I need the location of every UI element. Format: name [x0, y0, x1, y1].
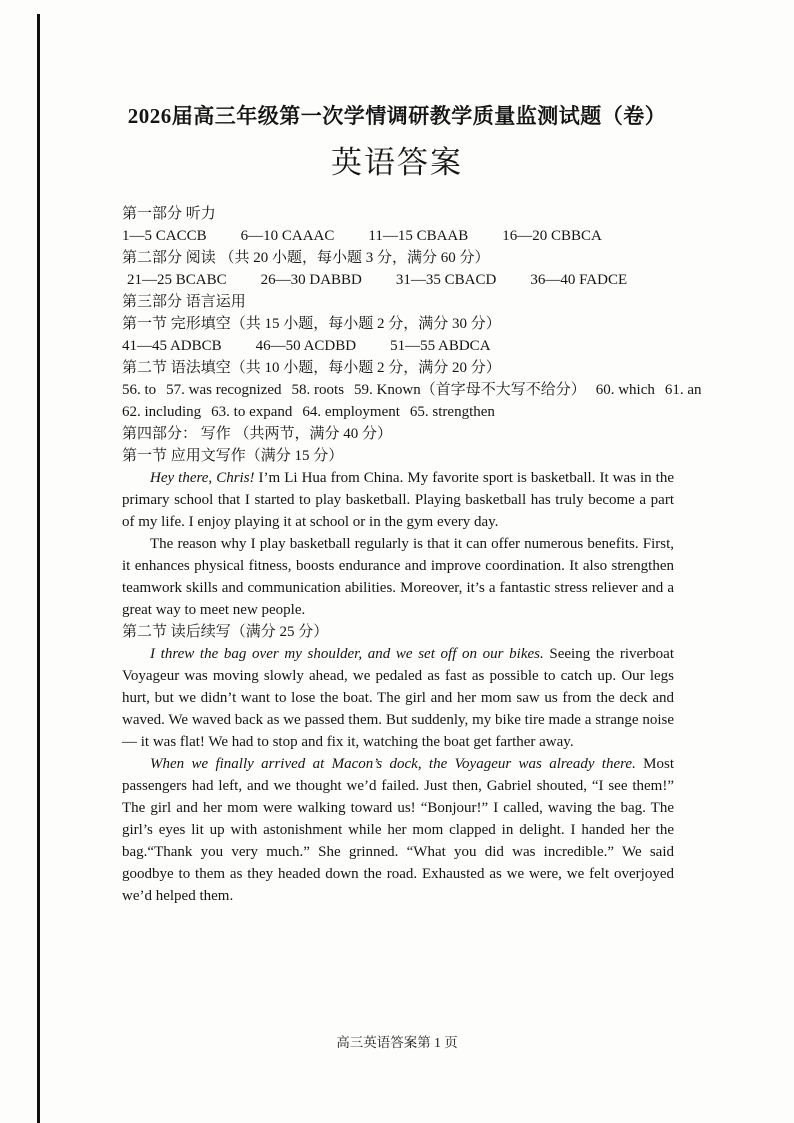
answer-range: 1—5: [122, 228, 152, 244]
continuation-body: Most passengers had left, and we thought we’d failed. Just then, Gabriel shouted, “I see them!” The girl and her mom were walking toward us! “Bonjour!” I called, waving the bag. The girl’s eyes lit up with astonishment while her mom clapped in delight. I handed her the bag.“Thank you very much.” She grinned. “What you did was incredible.” We said goodbye to them as they headed down the road. Exhausted as we were, we felt overjoyed we’d helped them.: [122, 756, 675, 904]
answer-pair: [502, 225, 602, 247]
grammar-answer: 63. to expand: [211, 404, 293, 420]
page-footer: 高三英语答案第 1 页: [336, 1035, 458, 1050]
answer-letters: CAAAC: [281, 228, 335, 244]
part4-heading: 第四部分： 写作 （共两节，满分 40 分）: [122, 426, 393, 442]
part3-section2-heading: 第二节 语法填空（共 10 小题，每小题 2 分，满分 20 分）: [122, 360, 501, 376]
answer-pair: [261, 269, 362, 291]
answer-pair: [122, 335, 222, 357]
applied-writing-paragraph-2: [122, 533, 674, 621]
answer-range: 11—15: [368, 228, 413, 244]
answer-pair: [241, 225, 335, 247]
part2-answer-row: [122, 269, 674, 291]
answer-letters: FADCE: [579, 272, 628, 288]
grammar-answer: 64. employment: [302, 404, 400, 420]
document-subtitle: 英语答案: [331, 145, 463, 180]
document-body: [122, 203, 702, 907]
answer-pair: [368, 225, 468, 247]
continuation-paragraph-1: [122, 643, 674, 753]
grammar-answer: 60. which: [595, 382, 655, 398]
applied-writing-paragraph-1: [122, 467, 674, 533]
part3-section1-heading: 第一节 完形填空（共 15 小题，每小题 2 分，满分 30 分）: [122, 316, 501, 332]
grammar-answer: 65. strengthen: [409, 404, 495, 420]
continuation-paragraph-2: [122, 753, 674, 907]
answer-letters: ABDCA: [438, 338, 491, 354]
answer-range: 16—20: [502, 228, 548, 244]
grammar-answer: 59. Known（首字母不大写不给分）: [354, 382, 586, 398]
answer-range: 31—35: [395, 272, 441, 288]
answer-letters: CACCB: [155, 228, 207, 244]
answer-letters: ADBCB: [169, 338, 222, 354]
part2-heading: 第二部分 阅读 （共 20 小题，每小题 3 分，满分 60 分）: [122, 250, 490, 266]
part3-section1-answer-row: [122, 335, 674, 357]
answer-pair: [127, 269, 227, 291]
answer-range: 26—30: [260, 272, 306, 288]
part4-section2-heading: 第二节 读后续写（满分 25 分）: [122, 624, 329, 640]
answer-letters: ACDBD: [303, 338, 357, 354]
applied-writing-body: The reason why I play basketball regularly is that it can offer numerous benefits. First, it enhances physical fitness, boosts endurance and improve coordination. It also strengthen teamwork skills and communication abilities. Moreover, it’s a fantastic stress reliever and a great way to meet new people.: [122, 536, 674, 618]
answer-range: 46—50: [255, 338, 301, 354]
answer-letters: DABBD: [309, 272, 362, 288]
document-title: 2026届高三年级第一次学情调研教学质量监测试题（卷）: [127, 104, 667, 128]
answer-pair: [390, 335, 490, 357]
answer-range: 41—45: [122, 338, 167, 354]
grammar-answer: 56. to: [122, 382, 157, 398]
answer-letters: CBACD: [444, 272, 497, 288]
answer-range: 6—10: [240, 228, 279, 244]
grammar-answer: 58. roots: [291, 382, 345, 398]
answer-pair: [256, 335, 356, 357]
applied-writing-lead-in: Hey there, Chris!: [150, 470, 255, 486]
grammar-answer: 57. was recognized: [166, 382, 282, 398]
grammar-answer: 61. an: [664, 382, 702, 398]
part4-section1-heading: 第一节 应用文写作（满分 15 分）: [122, 448, 344, 464]
answer-letters: BCABC: [175, 272, 227, 288]
answer-pair: [122, 225, 207, 247]
answer-pair: [396, 269, 496, 291]
part1-heading: 第一部分 听力: [122, 206, 216, 222]
grammar-answer: 62. including: [122, 404, 202, 420]
continuation-lead-in: When we finally arrived at Macon’s dock, the Voyageur was already there.: [150, 756, 636, 772]
answer-range: 51—55: [390, 338, 436, 354]
answer-pair: [530, 269, 627, 291]
grammar-answers-line1: [122, 379, 702, 401]
continuation-body: Seeing the riverboat Voyageur was moving slowly ahead, we pedaled as fast as possible to catch up. Our legs hurt, but we didn’t want to lose the boat. The girl and her mom saw us from the deck and waved. We waved back as we passed them. But suddenly, my bike tire made a strange noise — it was flat! We had to stop and fix it, watching the boat get farther away.: [122, 646, 675, 750]
part1-answer-row: [122, 225, 674, 247]
continuation-lead-in: I threw the bag over my shoulder, and we set off on our bikes.: [150, 646, 544, 662]
grammar-answers-line2: [122, 401, 674, 423]
answer-letters: CBAAB: [416, 228, 469, 244]
part3-heading: 第三部分 语言运用: [122, 294, 246, 310]
applied-writing-body: I’m Li Hua from China. My favorite sport is basketball. It was in the primary school that I started to play basketball. Playing basketball has truly become a part of my life. I enjoy playing it at school or in the gym every day.: [122, 470, 674, 530]
answer-range: 21—25: [127, 272, 172, 288]
answer-range: 36—40: [530, 272, 576, 288]
answer-letters: CBBCA: [551, 228, 602, 244]
